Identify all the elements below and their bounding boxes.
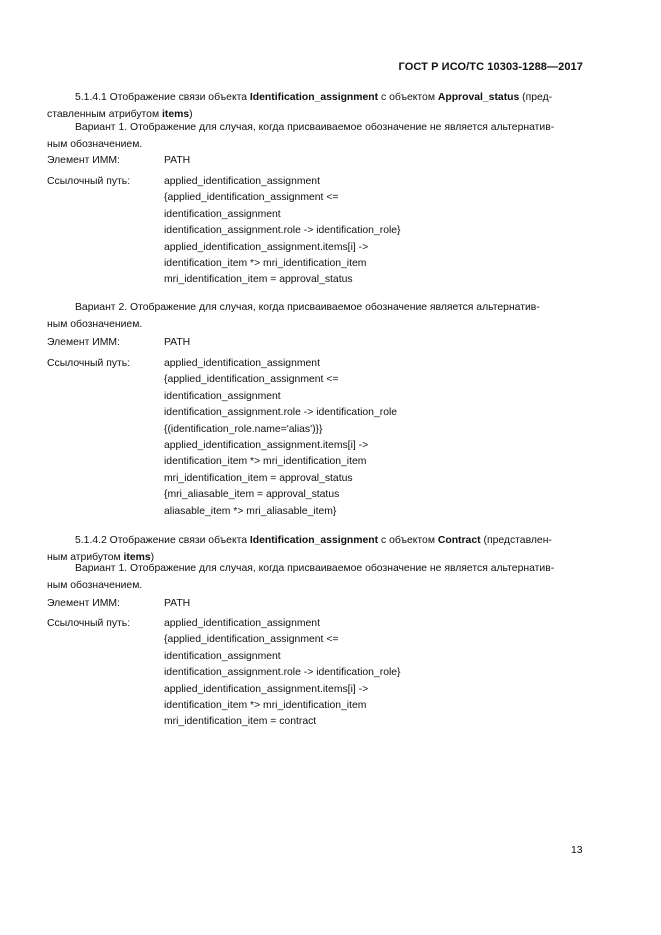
reference-path-line: {(identification_role.name='alias')}} — [164, 423, 323, 435]
attribute-name: items — [161, 108, 190, 120]
variant-text: ным обозначением. — [47, 318, 143, 330]
reference-path-line: applied_identification_assignment — [164, 618, 320, 629]
page-number: 13 — [571, 845, 583, 856]
element-label: Элемент ИММ: — [47, 155, 120, 166]
reference-path-line: applied_identification_assignment.items[i] -> — [164, 440, 369, 451]
heading-text: 5.1.4.1 Отображение связи объекта — [75, 92, 250, 103]
entity-name: Identification_assignment — [249, 535, 379, 546]
variant-text: ным обозначением. — [47, 138, 143, 150]
reference-path-line: mri_identification_item = approval_status — [164, 274, 353, 286]
heading-text: с объектом — [378, 535, 438, 546]
entity-name: Approval_status — [437, 92, 520, 103]
reference-path-line: identification_assignment — [164, 208, 281, 220]
heading-text: с объектом — [378, 92, 438, 103]
reference-path-line: applied_identification_assignment.items[i] -> — [164, 241, 369, 253]
heading-text: (представлен- — [480, 535, 552, 546]
variant-description — [47, 120, 583, 153]
section-heading-5-1-4-1 — [47, 90, 583, 123]
reference-path-line: {mri_aliasable_item = approval_status — [164, 489, 340, 501]
element-label: Элемент ИММ: — [47, 337, 120, 348]
element-value: PATH — [164, 598, 191, 609]
reference-path-line: {applied_identification_assignment <= — [164, 374, 339, 386]
variant-text: Вариант 1. Отображение для случая, когда присваиваемое обозначение не является альтернатив- — [75, 563, 555, 574]
reference-path-line: identification_item *> mri_identification_item — [164, 258, 367, 269]
variant-text: Вариант 2. Отображение для случая, когда присваиваемое обозначение является альтернатив- — [75, 302, 540, 313]
reference-path-line: identification_assignment — [164, 390, 281, 402]
reference-path-label: Ссылочный путь: — [47, 358, 131, 369]
reference-path-line: identification_item *> mri_identification_item — [164, 456, 367, 468]
reference-path-label: Ссылочный путь: — [47, 618, 131, 629]
reference-path-line: identification_assignment — [164, 650, 281, 662]
document-header: ГОСТ Р ИСО/ТС 10303-1288—2017 — [398, 61, 583, 73]
reference-path-line: applied_identification_assignment — [164, 358, 320, 369]
variant-text: Вариант 1. Отображение для случая, когда присваиваемое обозначение не является альтернатив- — [75, 122, 555, 133]
reference-path-line: identification_assignment.role -> identification_role — [164, 407, 398, 419]
heading-text: ным атрибутом — [47, 551, 124, 563]
reference-path-line: aliasable_item *> mri_aliasable_item} — [164, 505, 337, 517]
attribute-name: items — [123, 551, 151, 563]
element-label: Элемент ИММ: — [47, 598, 120, 609]
element-value: PATH — [164, 155, 191, 166]
heading-text: ) — [189, 108, 193, 120]
reference-path-line: identification_assignment.role -> identification_role} — [164, 667, 401, 679]
reference-path-line: applied_identification_assignment.items[i] -> — [164, 683, 369, 695]
variant-text: ным обозначением. — [47, 579, 143, 591]
reference-path-line: identification_item *> mri_identification_item — [164, 700, 367, 711]
heading-text: ставленным атрибутом — [47, 108, 162, 120]
heading-text: 5.1.4.2 Отображение связи объекта — [75, 535, 250, 546]
entity-name: Contract — [437, 535, 481, 546]
reference-path-line: applied_identification_assignment — [164, 176, 320, 187]
reference-path-line: mri_identification_item = contract — [164, 716, 317, 728]
reference-path-label: Ссылочный путь: — [47, 176, 131, 187]
reference-path-line: mri_identification_item = approval_status — [164, 472, 353, 484]
reference-path-line: identification_assignment.role -> identification_role} — [164, 225, 401, 237]
entity-name: Identification_assignment — [249, 92, 379, 103]
reference-path-line: {applied_identification_assignment <= — [164, 192, 339, 204]
heading-text: (пред- — [519, 92, 553, 103]
reference-path-line: {applied_identification_assignment <= — [164, 634, 339, 646]
element-value: PATH — [164, 337, 191, 348]
variant-description — [47, 300, 583, 333]
variant-description — [47, 561, 583, 594]
heading-text: ) — [150, 551, 155, 563]
